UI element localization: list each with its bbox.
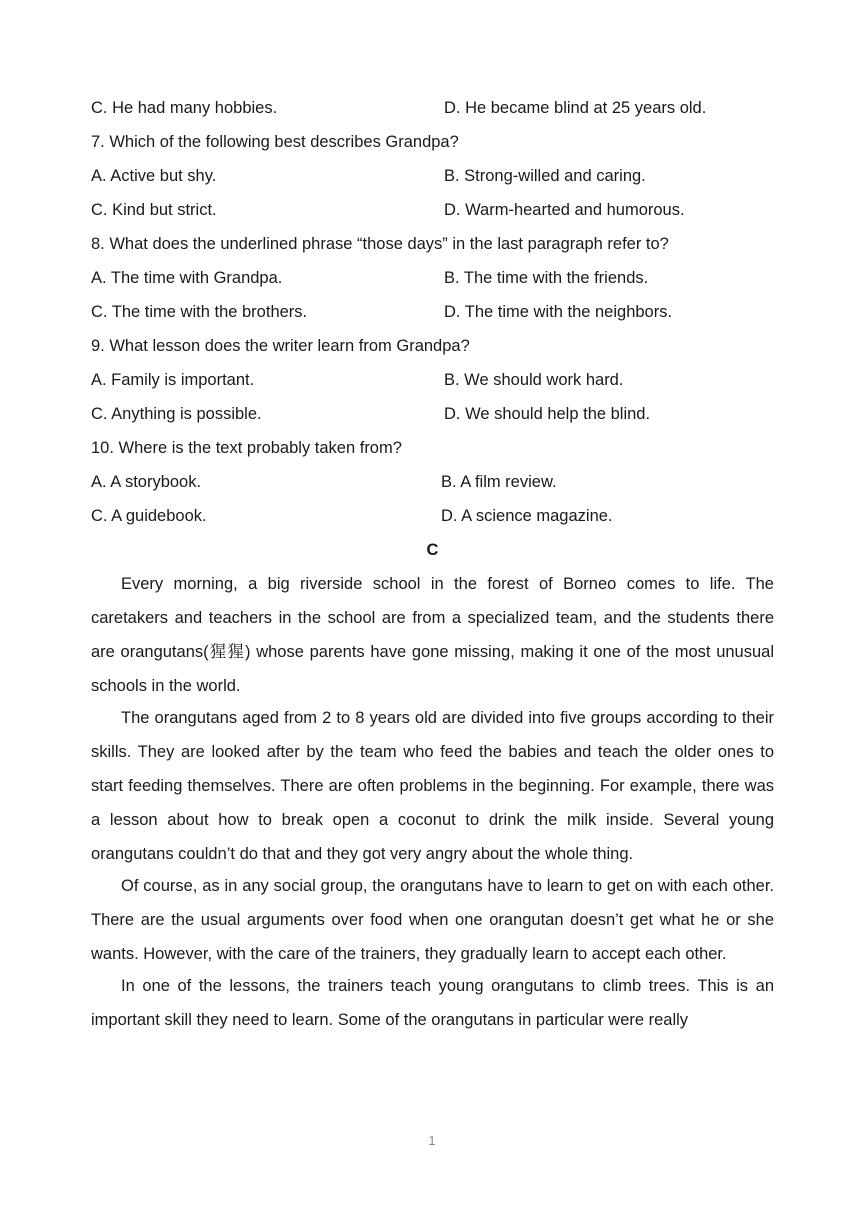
q6-option-d: D. He became blind at 25 years old. [444,99,707,117]
document-page [91,93,774,1037]
q9-option-d: D. We should help the blind. [444,405,651,423]
passage-paragraph-1: Every morning, a big riverside school in the forest of Borneo comes to life. The caretakers and teachers in the school are from a specialized team, and the students there are orangutans(猩猩) whose parents have gone missing, making it one of the most unusual schools in the world. [91,575,774,695]
section-c-title: C [426,541,439,559]
q7-option-a: A. Active but shy. [91,167,217,185]
q7-option-c: C. Kind but strict. [91,201,217,219]
q10-option-a: A. A storybook. [91,473,202,491]
q7-options-row-cd [91,195,774,229]
q8-option-b: B. The time with the friends. [444,269,649,287]
q10-options-row-ab [91,467,774,501]
q7-option-b: B. Strong-willed and caring. [444,167,646,185]
q8-stem: 8. What does the underlined phrase “those days” in the last paragraph refer to? [91,235,669,253]
q7-option-d: D. Warm-hearted and humorous. [444,201,685,219]
passage-paragraph-4: In one of the lessons, the trainers teach young orangutans to climb trees. This is an important skill they need to learn. Some of the orangutans in particular were really [91,977,774,1029]
q6-options-row-cd [91,93,774,127]
q9-option-a: A. Family is important. [91,371,255,389]
q10-stem: 10. Where is the text probably taken from? [91,439,402,457]
q8-options-row-cd [91,297,774,331]
q7-options-row-ab [91,161,774,195]
q9-options-row-cd [91,399,774,433]
q10-option-d: D. A science magazine. [441,507,613,525]
q9-stem: 9. What lesson does the writer learn from Grandpa? [91,337,470,355]
q8-options-row-ab [91,263,774,297]
q8-option-c: C. The time with the brothers. [91,303,308,321]
q9-options-row-ab [91,365,774,399]
q6-option-c: C. He had many hobbies. [91,99,278,117]
q9-option-b: B. We should work hard. [444,371,624,389]
passage-paragraph-2: The orangutans aged from 2 to 8 years old are divided into five groups according to their skills. They are looked after by the team who feed the babies and teach the older ones to start feeding themselves. There are often problems in the beginning. For example, there was a lesson about how to break open a coconut to drink the milk inside. Several young orangutans couldn’t do that and they got very angry about the whole thing. [91,709,774,863]
q7-stem: 7. Which of the following best describes Grandpa? [91,133,459,151]
q10-option-b: B. A film review. [441,473,557,491]
passage-paragraph-3: Of course, as in any social group, the orangutans have to learn to get on with each other. There are the usual arguments over food when one orangutan doesn’t get what he or she wants. However, with the care of the trainers, they gradually learn to accept each other. [91,877,774,963]
q8-option-a: A. The time with Grandpa. [91,269,283,287]
page-number: 1 [428,1133,436,1148]
q8-option-d: D. The time with the neighbors. [444,303,673,321]
q10-options-row-cd [91,501,774,535]
q9-option-c: C. Anything is possible. [91,405,262,423]
q10-option-c: C. A guidebook. [91,507,207,525]
